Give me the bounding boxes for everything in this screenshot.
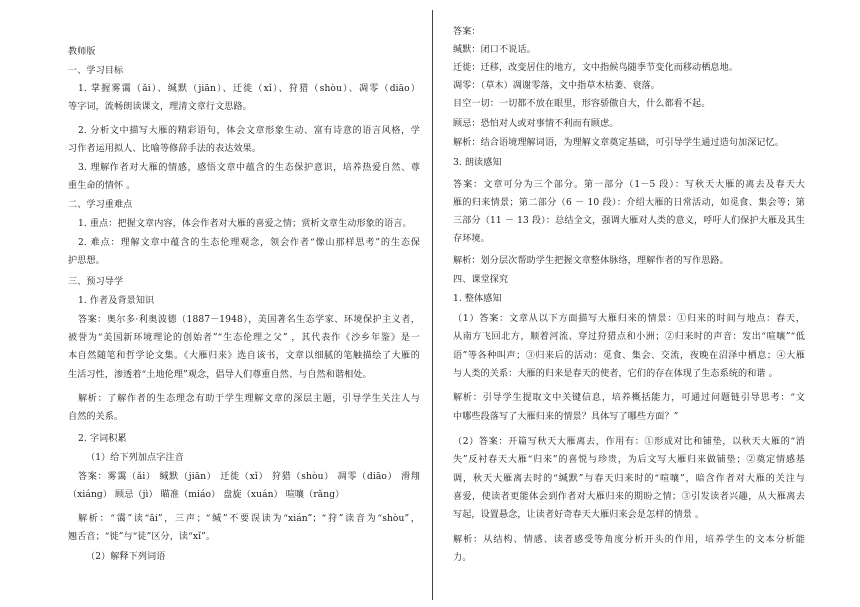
left-text-line: 答案：奥尔多·利奥波德（1887－1948），美国著名生态学家、环境保护主义者，	[78, 315, 420, 325]
right-text-line: 答案：文章可分为三个部分。第一部分（1－5 段）：写秋天大雁的离去及春天大	[453, 180, 805, 190]
right-text-line: 写起，设置悬念，让读者好奇春天大雁归来会是怎样的情景 。	[453, 510, 705, 520]
right-text-line: 与人类的关系：大雁的归来是春天的使者，它们的存在体现了生态系统的和谐 。	[453, 369, 778, 379]
right-text-line: 1. 整体感知	[453, 294, 502, 304]
left-text-line: 解析：“霭”读“ǎi”，三声；“缄”不要误读为“xián”；“狩”读音为“shòu”，	[78, 514, 420, 524]
right-text-line: 雁的归来情景；第二部分（6 － 10 段）：介绍大雁的日常活动，如觅食、集会等；第	[453, 198, 805, 208]
left-text-line: 答案：雾霭（ǎi） 缄默（jiān） 迁徙（xǐ） 狩猎（shòu） 凋零（diāo） 滑翔	[78, 472, 420, 482]
left-text-line: 自然的关系。	[68, 412, 124, 422]
left-text-line: （2）解释下列词语	[86, 552, 166, 562]
right-text-line: 失”反衬春天大雁“归来”的喜悦与珍贵，为后文写大雁归来做铺垫；②奠定情感基	[453, 455, 805, 465]
right-text-line: 解析：划分层次帮助学生把握文章整体脉络，理解作者的写作思路。	[453, 256, 729, 266]
right-text-line: 四、课堂探究	[453, 275, 509, 285]
right-text-line: 答案：	[453, 27, 481, 37]
left-text-line: 护思想。	[68, 256, 105, 266]
left-text-line: 被誉为“美国新环境理论的创始者”“生态伦理之父” ，其代表作《沙乡年鉴》是一	[68, 333, 420, 343]
left-text-line: 教师版	[68, 47, 96, 57]
right-text-line: 调，秋天大雁离去时的“缄默”与春天归来时的“喧嚷”，暗含作者对大雁的关注与	[453, 474, 805, 484]
left-text-line: 2. 字词积累	[78, 434, 127, 444]
left-text-line: 1. 作者及背景知识	[78, 296, 155, 306]
right-text-line: 顾忌：恐怕对人或对事情不利而有顾虑。	[453, 119, 619, 129]
left-text-line: 重生命的情怀 。	[68, 181, 136, 191]
left-text-line: （1）给下列加点字注音	[86, 453, 184, 463]
right-text-line: （1）答案：文章从以下方面描写大雁归来的情景：①归来的时间与地点：春天，	[453, 314, 805, 324]
left-text-line: 本自然随笔和哲学论文集。《大雁归来》选自该书，文章以细腻的笔触描绘了大雁的	[68, 351, 420, 361]
left-text-line: 生活习性，渗透着“土地伦理”观念，倡导人们尊重自然、与自然和谐相处。	[68, 370, 372, 380]
right-text-line: 喜爱，使读者更能体会到作者对大雁归来的期盼之情；③引发读者兴趣，从大雁离去	[453, 492, 805, 502]
right-text-line: 3. 朗读感知	[453, 158, 502, 168]
right-text-line: 中哪些段落写了大雁归来的情景？具体写了哪些方面？”	[453, 412, 679, 422]
right-text-line: （2）答案：开篇写秋天大雁离去，作用有：①形成对比和铺垫，以秋天大雁的“消	[453, 437, 805, 447]
left-text-line: 3. 理解作者对大雁的情感，感悟文章中蕴含的生态保护意识，培养热爱自然、尊	[78, 163, 420, 173]
right-text-line: 力。	[453, 553, 472, 563]
right-text-line: 解析：从结构、情感、读者感受等角度分析开头的作用，培养学生的文本分析能	[453, 535, 805, 545]
right-text-line: 语”等各种叫声；③归来后的活动：觅食、集会、交流，夜晚在沼泽中栖息；④大雁	[453, 351, 805, 361]
left-text-line: 1. 掌握雾霭（ǎi）、缄默（jiān）、迁徙（xǐ）、狩猎（shòu）、凋零（diāo）	[78, 84, 420, 94]
left-text-line: 解析：了解作者的生态理念有助于学生理解文章的深层主题，引导学生关注人与	[78, 394, 420, 404]
left-text-line: 三、预习导学	[68, 277, 124, 287]
right-text-line: 三部分（11 － 13 段）：总结全文，强调大雁对人类的意义，呼吁人们保护大雁及其生	[453, 216, 805, 226]
left-text-line: 1. 重点：把握文章内容，体会作者对大雁的喜爱之情；赏析文章生动形象的语言。	[78, 219, 412, 229]
right-text-line: 从南方飞回北方，顺着河流、穿过狩猎点和小洲；②归来时的声音：发出“喧嚷”“低	[453, 332, 805, 342]
left-text-line: 等字词，流畅朗读课文，理清文章行文思路。	[68, 102, 252, 112]
right-text-line: 解析：结合语境理解词语，为理解文章奠定基础，可引导学生通过造句加深记忆。	[453, 138, 784, 148]
left-text-line: （xiáng） 顾忌（jì） 瞄准（miáo） 盘旋（xuán） 喧嚷（rǎng）	[68, 490, 345, 500]
right-text-line: 解析：引导学生提取文中关键信息，培养概括能力，可通过问题链引导思考：“文	[453, 393, 805, 403]
right-text-line: 迁徙：迁移，改变居住的地方，文中指候鸟随季节变化而移动栖息地。	[453, 63, 739, 73]
left-text-line: 2. 难点：理解文章中蕴含的生态伦理观念，领会作者“像山那样思考”的生态保	[78, 238, 420, 248]
right-text-line: 目空一切：一切都不放在眼里，形容骄傲自大，什么都看不起。	[453, 99, 711, 109]
left-text-line: 一、学习目标	[68, 66, 124, 76]
right-text-line: 缄默：闭口不说话。	[453, 45, 536, 55]
left-text-line: 翘舌音；“徙”与“徒”区分，读“xǐ”。	[68, 532, 216, 542]
right-text-line: 凋零：（草木）凋谢零落，文中指草木枯萎、衰落。	[453, 81, 660, 91]
left-text-line: 二、学习重难点	[68, 200, 133, 210]
left-text-line: 习作者运用拟人、比喻等修辞手法的表达效果。	[68, 144, 262, 154]
column-divider	[432, 10, 433, 600]
left-text-line: 2. 分析文中描写大雁的精彩语句，体会文章形象生动、富有诗意的语言风格，学	[78, 126, 420, 136]
right-text-line: 存环境。	[453, 234, 490, 244]
